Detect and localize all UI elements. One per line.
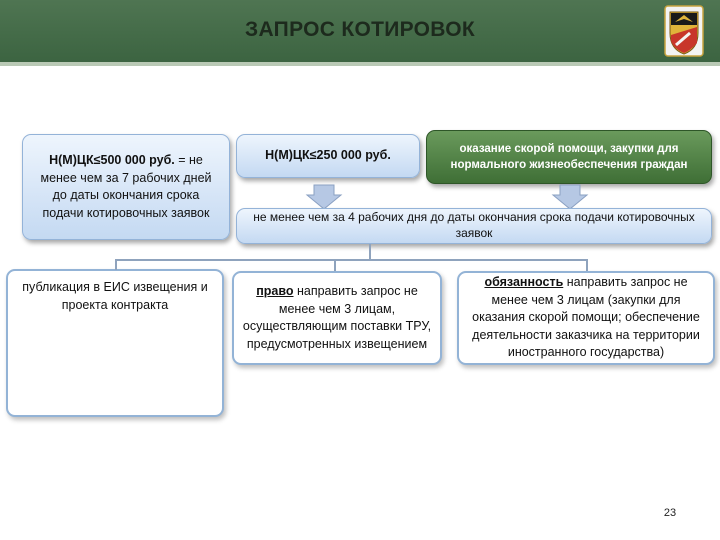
right-text: направить запрос не менее чем 3 лицам, осуществляющим поставки ТРУ, предусмотренных извещением (242, 284, 432, 351)
publication-text: публикация в ЕИС извещения и проекта контракта (22, 280, 208, 312)
down-arrow-left-icon (305, 184, 343, 210)
nmck-250-box (236, 134, 420, 178)
header-divider (0, 62, 720, 66)
connector-right (586, 259, 588, 271)
right-to-request-box (232, 271, 442, 365)
nmck-500-box (22, 134, 230, 240)
nmck-250-text: Н(М)ЦК≤250 000 руб. (265, 148, 391, 163)
obligation-text: направить запрос не менее чем 3 лицам (закупки для оказания скорой помощи; обеспечение деятельности заказчика на территории иностранного государства) (472, 275, 700, 360)
right-word: право (256, 284, 294, 298)
obligation-word: обязанность (484, 275, 564, 290)
slide-title: ЗАПРОС КОТИРОВОК (245, 18, 475, 41)
nmck-500-rest: = не менее чем за 7 рабочих дней до даты окончания срока подачи котировочных заявок (40, 153, 212, 220)
connector-stem (369, 244, 371, 260)
four-days-text: не менее чем за 4 рабочих дня до даты окончания срока подачи котировочных заявок (253, 210, 695, 240)
emergency-box (426, 130, 712, 184)
down-arrow-right-icon (551, 184, 589, 210)
four-days-box (236, 208, 712, 244)
emergency-text: оказание скорой помощи, закупки для нормального жизнеобеспечения граждан (450, 142, 688, 171)
obligation-box (457, 271, 715, 365)
nmck-500-strong: Н(М)ЦК≤500 000 руб. (49, 153, 175, 167)
connector-middle (334, 259, 336, 271)
coat-of-arms-icon (664, 5, 704, 57)
publication-box (6, 269, 224, 417)
page-number: 23 (663, 507, 677, 519)
connector-left (115, 259, 117, 270)
connector-horizontal (115, 259, 587, 261)
